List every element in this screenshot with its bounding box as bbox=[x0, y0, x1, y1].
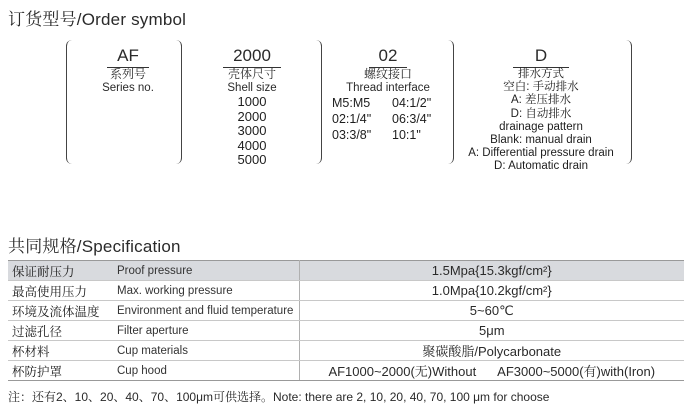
spec-label-cn: 保证耐压力 bbox=[8, 261, 113, 281]
thread-label-en: Thread interface bbox=[346, 81, 430, 94]
spec-label-en: Environment and fluid temperature bbox=[113, 301, 299, 321]
drainage-option-en: A: Differential pressure drain bbox=[468, 147, 614, 160]
drainage-option-cn: 空白: 手动排水 bbox=[503, 81, 579, 94]
table-row bbox=[8, 301, 684, 321]
footnote: 注：还有2、10、20、40、70、100μm可供选择。Note: there are 2, 10, 20, 40, 70, 100 μm for choose bbox=[8, 390, 550, 404]
table-row bbox=[8, 321, 684, 341]
spec-label-en: Cup hood bbox=[113, 361, 299, 381]
thread-option: M5:M5 bbox=[332, 96, 371, 110]
specification-table bbox=[8, 260, 684, 381]
table-row bbox=[8, 261, 684, 281]
order-symbol-title: 订货型号/Order symbol bbox=[8, 10, 187, 29]
bracket-right bbox=[626, 40, 632, 164]
spec-label-en: Max. working pressure bbox=[113, 281, 299, 301]
spec-label-cn: 过滤孔径 bbox=[8, 321, 113, 341]
shell-size-3000: 3000 bbox=[237, 123, 267, 138]
thread-option: 03:3/8" bbox=[332, 128, 372, 142]
spec-label-cn: 最高使用压力 bbox=[8, 281, 113, 301]
spec-value: 1.5Mpa{15.3kgf/cm²} bbox=[299, 261, 684, 281]
spec-value: 1.0Mpa{10.2kgf/cm²} bbox=[299, 281, 684, 301]
series-label-en: Series no. bbox=[102, 81, 154, 94]
thread-option: 06:3/4" bbox=[392, 112, 432, 126]
spec-value: 5~60℃ bbox=[299, 301, 684, 321]
spec-value: 5μm bbox=[299, 321, 684, 341]
spec-label-en: Filter aperture bbox=[113, 321, 299, 341]
shell-size-5000: 5000 bbox=[237, 152, 267, 167]
spec-label-cn: 杯防护罩 bbox=[8, 361, 113, 381]
thread-option: 04:1/2" bbox=[392, 96, 432, 110]
specification-title: 共同规格/Specification bbox=[8, 237, 181, 256]
table-row bbox=[8, 341, 684, 361]
spec-label-en: Proof pressure bbox=[113, 261, 299, 281]
shell-size-column bbox=[210, 46, 294, 168]
bracket-separator-1 bbox=[176, 40, 182, 164]
table-row bbox=[8, 361, 684, 381]
drainage-code: D bbox=[513, 46, 569, 68]
drainage-option-en: Blank: manual drain bbox=[490, 134, 592, 147]
drainage-option-cn: D: 自动排水 bbox=[510, 107, 572, 120]
drainage-label-cn: 排水方式 bbox=[518, 68, 564, 80]
spec-value: AF1000~2000(无)Without AF3000~5000(有)with(Iron) bbox=[299, 361, 684, 381]
spec-label-cn: 环境及流体温度 bbox=[8, 301, 113, 321]
shell-size-1000: 1000 bbox=[237, 94, 267, 109]
thread-label-cn: 螺纹接口 bbox=[363, 67, 412, 81]
thread-options bbox=[332, 95, 448, 143]
thread-option: 02:1/4" bbox=[332, 112, 372, 126]
bracket-left bbox=[66, 40, 72, 164]
drainage-label-en: drainage pattern bbox=[499, 120, 583, 133]
series-column bbox=[96, 46, 160, 95]
thread-code: 02 bbox=[369, 46, 408, 68]
series-code: AF bbox=[107, 46, 149, 68]
shell-size-4000: 4000 bbox=[237, 137, 267, 153]
spec-value: 聚碳酸脂/Polycarbonate bbox=[299, 341, 684, 361]
spec-label-en: Cup materials bbox=[113, 341, 299, 361]
drainage-option-en: D: Automatic drain bbox=[494, 160, 588, 173]
shell-label-cn: 壳体尺寸 bbox=[227, 67, 276, 81]
table-row bbox=[8, 281, 684, 301]
spec-label-cn: 杯材料 bbox=[8, 341, 113, 361]
series-label-cn: 系列号 bbox=[109, 67, 146, 81]
bracket-separator-2 bbox=[316, 40, 322, 164]
shell-label-en: Shell size bbox=[227, 81, 277, 94]
bracket-separator-3 bbox=[448, 40, 454, 164]
shell-code: 2000 bbox=[223, 46, 281, 68]
thread-column bbox=[328, 46, 448, 143]
drainage-option-cn: A: 差压排水 bbox=[510, 94, 572, 107]
thread-option: 10:1" bbox=[392, 128, 421, 142]
drainage-column bbox=[456, 46, 626, 174]
shell-size-2000: 2000 bbox=[237, 108, 267, 124]
